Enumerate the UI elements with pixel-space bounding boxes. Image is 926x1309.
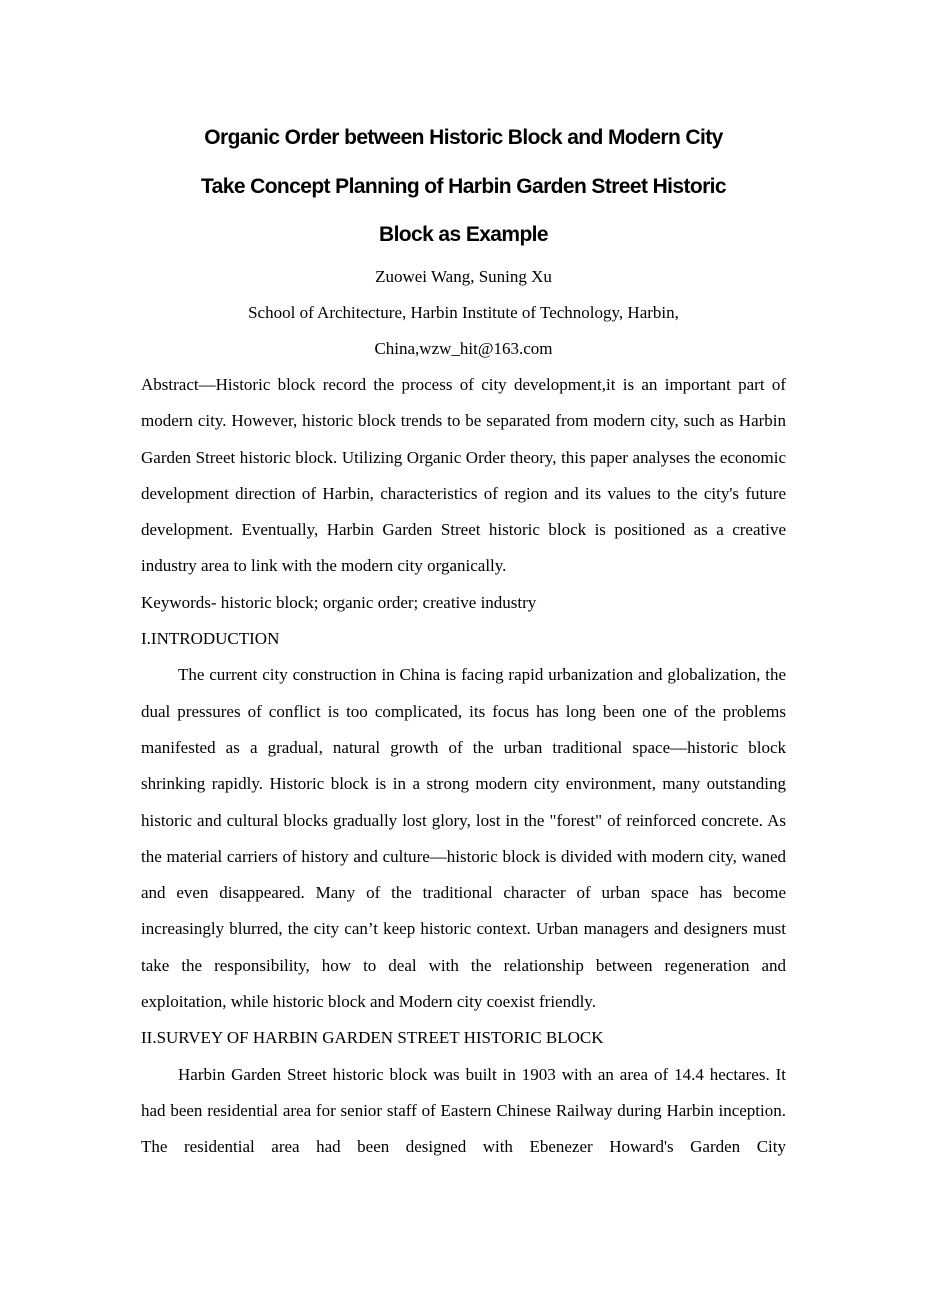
abstract: Abstract—Historic block record the process of city development,it is an important part of modern city. However, historic block trends to be separated from modern city, such as Harbin Garden Street historic block. Utilizing Organic Order theory, this paper analyses the economic development direction of Harbin, characteristics of region and its values to the city's future development. Eventually, Harbin Garden Street historic block is positioned as a creative industry area to link with the modern city organically.	[141, 375, 786, 576]
affiliation-line-1: School of Architecture, Harbin Institute of Technology, Harbin,	[248, 303, 679, 322]
authors: Zuowei Wang, Suning Xu	[375, 267, 552, 286]
affiliation-line-2: China,wzw_hit@163.com	[374, 339, 553, 358]
introduction-paragraph: The current city construction in China is facing rapid urbanization and globalization, the dual pressures of conflict is too complicated, its focus has long been one of the problems manifested as a gradual, natural growth of the urban traditional space—historic block shrinking rapidly. Historic block is in a strong modern city environment, many outstanding historic and cultural blocks gradually lost glory, lost in the "forest" of reinforced concrete. As the material carriers of history and culture—historic block is divided with modern city, waned and even disappeared. Many of the traditional character of urban space has become increasingly blurred, the city can’t keep historic context. Urban managers and designers must take the responsibility, how to deal with the relationship between regeneration and exploitation, while historic block and Modern city coexist friendly.	[141, 665, 786, 1012]
survey-paragraph: Harbin Garden Street historic block was built in 1903 with an area of 14.4 hectares. It had been residential area for senior staff of Eastern Chinese Railway during Harbin inception. The residential area had been designed with Ebenezer Howard's Garden City	[141, 1064, 786, 1157]
title-line-3: Block as Example	[379, 223, 548, 246]
section-heading-introduction: I.INTRODUCTION	[141, 629, 280, 649]
body-text	[141, 367, 786, 1166]
title-line-1: Organic Order between Historic Block and Modern City	[204, 126, 723, 149]
title-line-2: Take Concept Planning of Harbin Garden Street Historic	[201, 175, 726, 198]
keywords: Keywords- historic block; organic order; creative industry	[141, 592, 537, 612]
section-heading-survey: II.SURVEY OF HARBIN GARDEN STREET HISTORIC BLOCK	[141, 1028, 604, 1048]
